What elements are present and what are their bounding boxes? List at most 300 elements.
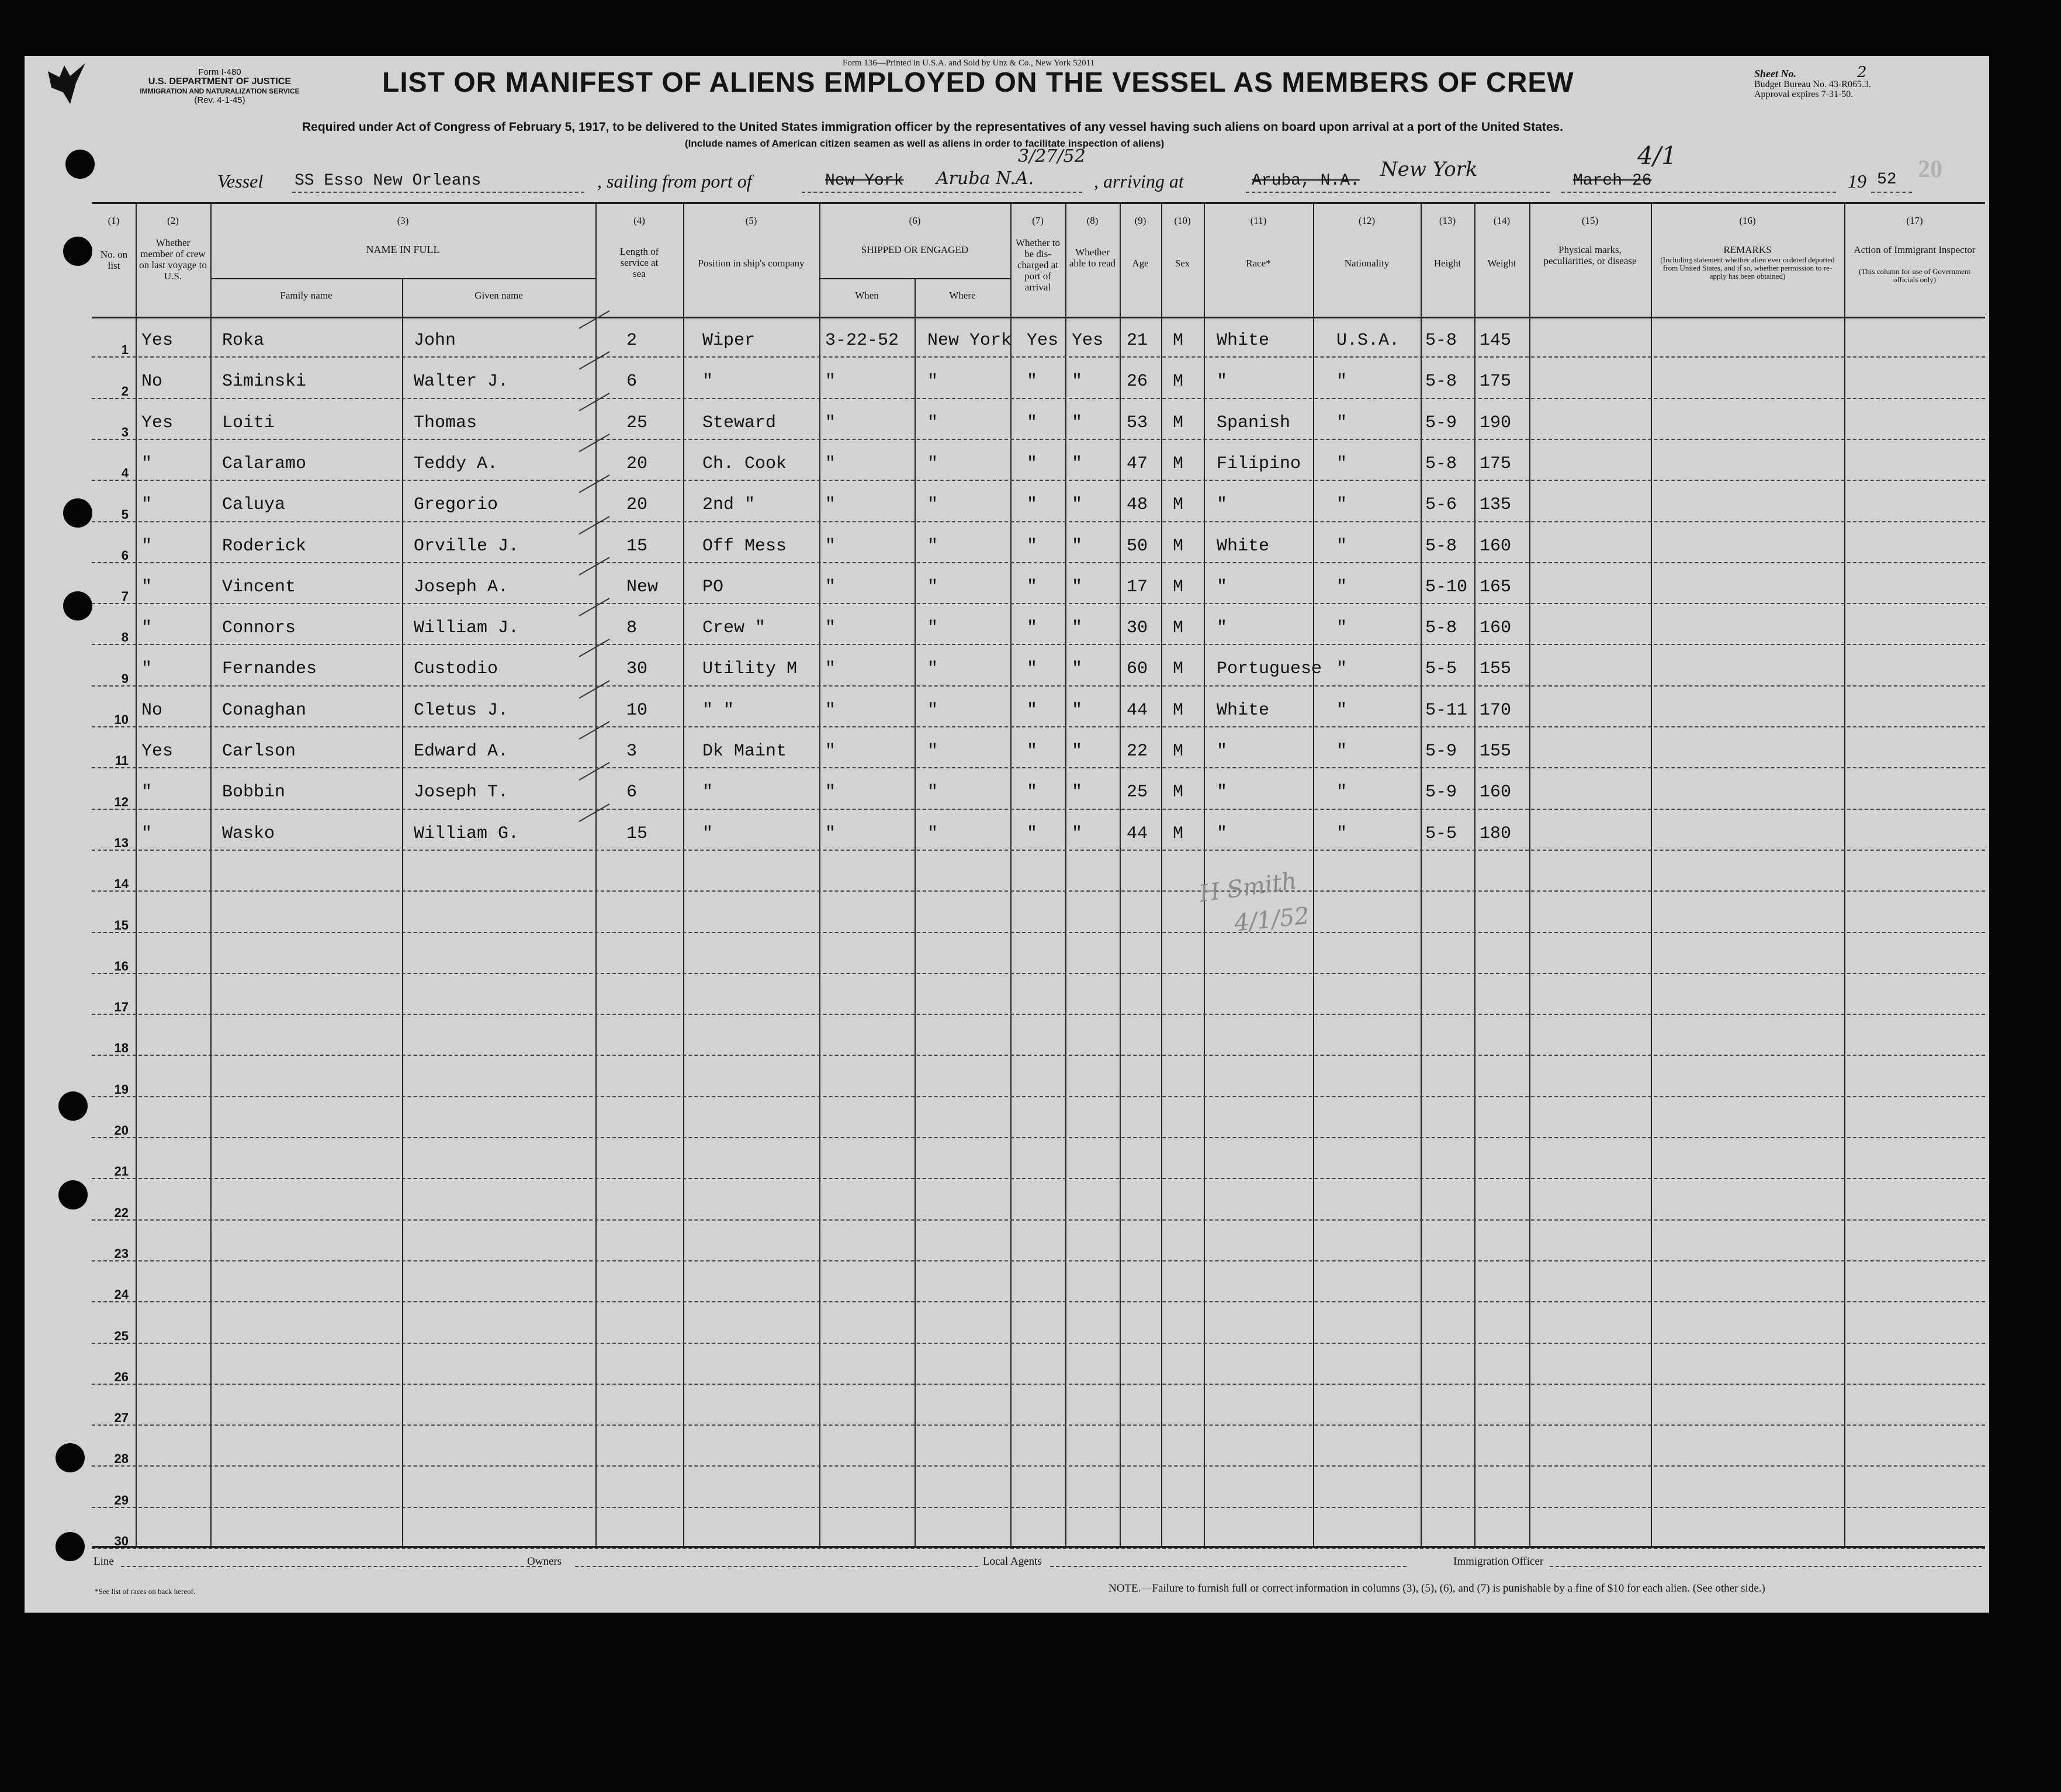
able-to-read-cell: ": [1072, 413, 1083, 433]
given-name-cell: Cletus J.: [414, 700, 509, 720]
family-name-header: Family name: [280, 290, 332, 301]
discharged-cell: ": [1027, 577, 1038, 597]
row-rule: [92, 726, 1985, 727]
col8-number: (8): [1086, 215, 1099, 226]
binder-hole: [65, 150, 95, 179]
check-mark: [579, 721, 610, 740]
row-rule: [92, 521, 1985, 522]
col8-header: Whether able to read: [1069, 247, 1116, 269]
position-cell: Utility M: [702, 659, 798, 680]
col16-subheader: (Including statement whether alien ever ordered deported from United States, and if so, whether permission to re-apply has been obtained): [1660, 255, 1835, 280]
discharged-cell: ": [1027, 453, 1038, 474]
check-mark: [579, 680, 610, 699]
height-cell: 5-8: [1425, 372, 1457, 392]
line-number: 1: [121, 342, 129, 358]
line-number: 19: [114, 1082, 129, 1097]
sex-cell: M: [1173, 495, 1184, 515]
line-number: 26: [114, 1369, 129, 1384]
family-name-cell: Bobbin: [222, 782, 286, 803]
last-voyage-cell: ": [141, 453, 153, 474]
line-number: 16: [114, 958, 129, 973]
shipped-where-cell: ": [927, 782, 938, 803]
height-cell: 5-10: [1425, 577, 1468, 597]
last-voyage-cell: ": [141, 659, 153, 680]
shipped-when-cell: ": [825, 536, 836, 556]
age-cell: 44: [1127, 823, 1148, 844]
line-number: 28: [114, 1451, 129, 1467]
family-name-cell: Carlson: [222, 741, 296, 761]
line-number: 9: [121, 671, 129, 686]
line-number: 11: [115, 753, 129, 768]
form-subtitle: Required under Act of Congress of February 5, 1917, to be delivered to the United States immigration officer by the representatives of any vessel having such aliens on board upon arrival at a port of the United States.: [302, 120, 1564, 134]
service-length-cell: 8: [626, 618, 638, 639]
line-number: 12: [114, 794, 129, 809]
family-name-cell: Siminski: [222, 372, 307, 392]
service-length-cell: 10: [626, 700, 648, 720]
height-cell: 5-6: [1425, 495, 1457, 515]
row-rule: [92, 1055, 1985, 1056]
row-rule: [92, 356, 1985, 358]
family-name-cell: Roka: [222, 331, 265, 351]
row-rule: [92, 398, 1985, 399]
shipped-when-cell: ": [825, 453, 836, 474]
shipped-where-cell: ": [927, 413, 938, 433]
weight-cell: 175: [1480, 372, 1512, 392]
line-number: 13: [114, 835, 129, 850]
shipped-when-cell: ": [825, 495, 836, 515]
shipped-when-cell: ": [825, 700, 836, 720]
shipped-where-cell: ": [927, 618, 938, 639]
family-name-cell: Caluya: [222, 495, 286, 515]
discharged-cell: ": [1027, 741, 1038, 761]
sex-cell: M: [1173, 577, 1184, 597]
able-to-read-cell: ": [1072, 618, 1083, 639]
col6-header: SHIPPED OR ENGAGED: [861, 244, 969, 255]
weight-cell: 160: [1480, 782, 1512, 803]
height-cell: 5-11: [1425, 700, 1468, 720]
row-rule: [92, 1014, 1985, 1015]
col11-header: Race*: [1246, 258, 1271, 269]
shipped-where-cell: ": [927, 741, 938, 761]
line-number: 15: [114, 917, 129, 933]
nationality-cell: ": [1336, 782, 1348, 803]
line-number: 6: [121, 547, 129, 563]
able-to-read-cell: ": [1072, 700, 1083, 720]
sex-cell: M: [1173, 413, 1184, 433]
binder-hole: [58, 1180, 88, 1209]
nationality-cell: ": [1336, 823, 1348, 844]
race-cell: ": [1217, 823, 1228, 844]
weight-cell: 160: [1480, 618, 1512, 639]
given-name-cell: Orville J.: [414, 536, 519, 556]
service-length-cell: 15: [626, 823, 648, 844]
height-cell: 5-8: [1425, 331, 1457, 351]
line-number: 23: [114, 1246, 129, 1261]
given-name-cell: Walter J.: [414, 372, 509, 392]
position-cell: Ch. Cook: [702, 453, 787, 474]
row-rule: [92, 1178, 1985, 1179]
discharged-cell: ": [1027, 782, 1038, 803]
weight-cell: 165: [1480, 577, 1512, 597]
line-number: 27: [114, 1410, 129, 1426]
line-number: 24: [114, 1287, 129, 1302]
nationality-cell: ": [1336, 741, 1348, 761]
stamp-number: 20: [1918, 156, 1942, 183]
col7-number: (7): [1032, 215, 1044, 226]
footer-note: Failure to furnish full or correct information in columns (3), (5), (6), and (7) is punishable by a fine of $10 for each alien. (See other side.): [1152, 1582, 1765, 1595]
family-name-cell: Vincent: [222, 577, 296, 597]
vessel-label: Vessel: [217, 171, 264, 192]
footer-agents-label: Local Agents: [983, 1555, 1042, 1568]
discharged-cell: ": [1027, 659, 1038, 680]
row-rule: [92, 1260, 1985, 1261]
budget-bureau: Budget Bureau No. 43-R065.3.: [1754, 79, 1871, 89]
shipped-when-cell: ": [825, 577, 836, 597]
weight-cell: 155: [1480, 741, 1512, 761]
binder-hole: [56, 1532, 85, 1561]
shipped-when-cell: ": [825, 413, 836, 433]
able-to-read-cell: ": [1072, 453, 1083, 474]
check-mark: [579, 803, 610, 822]
arrival-port-handwritten: New York: [1380, 158, 1478, 181]
line-number: 2: [121, 383, 129, 398]
form-revision: (Rev. 4-1-45): [194, 95, 245, 105]
check-mark: [579, 310, 610, 329]
col4-header: Length of service at sea: [619, 246, 659, 279]
row-rule: [92, 1343, 1985, 1344]
line-number: 25: [114, 1328, 129, 1343]
departure-port-handwritten: Aruba N.A.: [936, 168, 1034, 189]
row-rule: [92, 767, 1985, 768]
able-to-read-cell: ": [1072, 659, 1083, 680]
weight-cell: 190: [1480, 413, 1512, 433]
age-cell: 30: [1127, 618, 1148, 639]
sex-cell: M: [1173, 331, 1184, 351]
able-to-read-cell: ": [1072, 577, 1083, 597]
last-voyage-cell: ": [141, 577, 153, 597]
row-rule: [92, 1219, 1985, 1221]
line-number: 21: [114, 1164, 129, 1179]
col13-number: (13): [1439, 215, 1456, 226]
given-name-cell: William G.: [414, 823, 519, 844]
agency: U.S. DEPARTMENT OF JUSTICE: [148, 77, 292, 86]
line-number: 7: [121, 589, 129, 604]
line-number: 10: [114, 712, 129, 727]
check-mark: [579, 639, 610, 658]
position-cell: Off Mess: [702, 536, 787, 556]
year-prefix: 19: [1848, 171, 1866, 192]
row-rule: [92, 1424, 1985, 1426]
inspector-initials: H Smith: [1197, 867, 1298, 908]
row-rule: [92, 1301, 1985, 1302]
height-cell: 5-9: [1425, 741, 1457, 761]
position-cell: ": [702, 782, 713, 803]
last-voyage-cell: Yes: [141, 413, 174, 433]
service-length-cell: 20: [626, 453, 648, 474]
height-cell: 5-9: [1425, 413, 1457, 433]
position-cell: 2nd ": [702, 495, 756, 515]
races-note: *See list of races on back hereof.: [95, 1587, 196, 1596]
given-name-cell: Joseph T.: [414, 782, 509, 803]
check-mark: [579, 516, 610, 535]
last-voyage-cell: Yes: [141, 331, 174, 351]
row-rule: [92, 439, 1985, 440]
col17-number: (17): [1906, 215, 1923, 226]
race-cell: ": [1217, 577, 1228, 597]
age-cell: 53: [1127, 413, 1148, 433]
service-length-cell: 15: [626, 536, 648, 556]
sheet-number: 2: [1857, 64, 1867, 81]
position-cell: Wiper: [702, 331, 756, 351]
service-length-cell: 30: [626, 659, 648, 680]
shipped-where-cell: New York: [927, 331, 1012, 351]
weight-cell: 175: [1480, 453, 1512, 474]
nationality-cell: ": [1336, 536, 1348, 556]
sex-cell: M: [1173, 372, 1184, 392]
age-cell: 48: [1127, 495, 1148, 515]
race-cell: Filipino: [1217, 453, 1301, 474]
line-number: 4: [121, 466, 129, 481]
shipped-where-cell: ": [927, 700, 938, 720]
position-cell: Steward: [702, 413, 777, 433]
col3-number: (3): [397, 215, 409, 226]
age-cell: 60: [1127, 659, 1148, 680]
line-number: 30: [114, 1534, 129, 1548]
line-number: 18: [114, 1041, 129, 1056]
race-cell: Portuguese: [1217, 659, 1322, 680]
age-cell: 26: [1127, 372, 1148, 392]
row-rule: [92, 890, 1985, 892]
shipped-when-cell: 3-22-52: [825, 331, 899, 351]
age-cell: 17: [1127, 577, 1148, 597]
approval-expiry: Approval expires 7-31-50.: [1754, 89, 1854, 99]
family-name-cell: Wasko: [222, 823, 275, 844]
col9-number: (9): [1134, 215, 1146, 226]
last-voyage-cell: ": [141, 782, 153, 803]
position-cell: PO: [702, 577, 724, 597]
row-rule: [92, 1137, 1985, 1138]
shipped-where-cell: ": [927, 372, 938, 392]
height-cell: 5-5: [1425, 659, 1457, 680]
service-length-cell: 6: [626, 782, 638, 803]
nationality-cell: ": [1336, 495, 1348, 515]
height-cell: 5-9: [1425, 782, 1457, 803]
position-cell: " ": [702, 700, 735, 720]
col2-header: Whether member of crew on last voyage to U.S.: [139, 237, 207, 282]
form-note: (Include names of American citizen seamen as well as aliens in order to facilitate inspection of aliens): [685, 138, 1165, 149]
binder-hole: [58, 1091, 88, 1121]
age-cell: 44: [1127, 700, 1148, 720]
col1-number: (1): [108, 215, 120, 226]
footer-note-label: NOTE.—: [1109, 1582, 1152, 1595]
weight-cell: 180: [1480, 823, 1512, 844]
col17-subheader: (This column for use of Government officials only): [1859, 267, 1970, 284]
check-mark: [579, 434, 610, 452]
arriving-label: , arriving at: [1094, 171, 1184, 192]
family-name-cell: Connors: [222, 618, 296, 639]
shipped-where-cell: ": [927, 823, 938, 844]
vessel-name: SS Esso New Orleans: [295, 172, 482, 190]
shipped-when-header: When: [855, 290, 879, 301]
sheet-label: Sheet No.: [1754, 68, 1796, 79]
check-mark: [579, 474, 610, 493]
family-name-cell: Calaramo: [222, 453, 307, 474]
col14-number: (14): [1493, 215, 1511, 226]
row-rule: [92, 1384, 1985, 1385]
service: IMMIGRATION AND NATURALIZATION SERVICE: [140, 87, 300, 95]
binder-hole: [63, 591, 92, 621]
footer-officer-label: Immigration Officer: [1453, 1555, 1544, 1568]
race-cell: ": [1217, 741, 1228, 761]
row-rule: [92, 1465, 1985, 1467]
col2-number: (2): [167, 215, 179, 226]
shipped-where-cell: ": [927, 577, 938, 597]
form-number: Form I-480: [198, 67, 241, 77]
col15-number: (15): [1581, 215, 1599, 226]
service-length-cell: 2: [626, 331, 638, 351]
able-to-read-cell: ": [1072, 372, 1083, 392]
binder-hole: [63, 237, 92, 266]
col7-header: Whether to be dis-charged at port of arrival: [1016, 237, 1060, 293]
sex-cell: M: [1173, 741, 1184, 761]
discharged-cell: ": [1027, 700, 1038, 720]
age-cell: 21: [1127, 331, 1148, 351]
family-name-cell: Conaghan: [222, 700, 307, 720]
check-mark: [579, 557, 610, 576]
check-mark: [579, 598, 610, 616]
nationality-cell: ": [1336, 700, 1348, 720]
arrival-port-struck: Aruba, N.A.: [1252, 172, 1360, 190]
shipped-when-cell: ": [825, 618, 836, 639]
col16-header: REMARKS: [1723, 244, 1772, 255]
weight-cell: 135: [1480, 495, 1512, 515]
race-cell: Spanish: [1217, 413, 1291, 433]
row-rule: [92, 1548, 1985, 1549]
col12-header: Nationality: [1344, 258, 1390, 269]
discharged-cell: ": [1027, 372, 1038, 392]
last-voyage-cell: ": [141, 823, 153, 844]
col5-number: (5): [745, 215, 757, 226]
col10-number: (10): [1174, 215, 1191, 226]
hand-note-date: 4/1: [1637, 141, 1677, 170]
shipped-when-cell: ": [825, 659, 836, 680]
nationality-cell: ": [1336, 618, 1348, 639]
family-name-cell: Fernandes: [222, 659, 317, 680]
row-rule: [92, 480, 1985, 481]
nationality-cell: ": [1336, 577, 1348, 597]
discharged-cell: ": [1027, 413, 1038, 433]
sex-cell: M: [1173, 823, 1184, 844]
col16-number: (16): [1739, 215, 1756, 226]
able-to-read-cell: ": [1072, 741, 1083, 761]
check-mark: [579, 393, 610, 411]
printer-line: Form 136—Printed in U.S.A. and Sold by Unz & Co., New York 52011: [843, 58, 1095, 68]
position-cell: ": [702, 823, 713, 844]
height-cell: 5-8: [1425, 536, 1457, 556]
manifest-sheet: [25, 56, 1989, 1613]
row-rule: [92, 932, 1985, 933]
row-rule: [92, 850, 1985, 851]
race-cell: ": [1217, 372, 1228, 392]
col9-header: Age: [1132, 258, 1149, 269]
last-voyage-cell: No: [141, 700, 163, 720]
age-cell: 25: [1127, 782, 1148, 803]
service-length-cell: 25: [626, 413, 648, 433]
last-voyage-cell: ": [141, 618, 153, 639]
family-name-cell: Roderick: [222, 536, 307, 556]
line-number: 20: [114, 1123, 129, 1138]
row-rule: [92, 603, 1985, 604]
col10-header: Sex: [1175, 258, 1190, 269]
year: 52: [1877, 171, 1897, 189]
given-name-cell: Joseph A.: [414, 577, 509, 597]
family-name-cell: Loiti: [222, 413, 275, 433]
shipped-when-cell: ": [825, 741, 836, 761]
row-rule: [92, 1507, 1985, 1508]
check-mark: [579, 762, 610, 781]
col14-header: Weight: [1487, 258, 1516, 269]
sex-cell: M: [1173, 536, 1184, 556]
shipped-when-cell: ": [825, 372, 836, 392]
sex-cell: M: [1173, 700, 1184, 720]
given-name-cell: Teddy A.: [414, 453, 498, 474]
nationality-cell: U.S.A.: [1336, 331, 1400, 351]
col15-header: Physical marks, peculiarities, or disease: [1543, 244, 1637, 266]
given-name-cell: William J.: [414, 618, 519, 639]
inspector-date: 4/1/52: [1232, 902, 1311, 937]
line-number: 17: [114, 1000, 129, 1015]
age-cell: 22: [1127, 741, 1148, 761]
last-voyage-cell: Yes: [141, 741, 174, 761]
given-name-cell: Thomas: [414, 413, 477, 433]
row-rule: [92, 685, 1985, 687]
row-rule: [92, 973, 1985, 974]
shipped-where-cell: ": [927, 453, 938, 474]
line-number: 22: [114, 1205, 129, 1220]
height-cell: 5-8: [1425, 618, 1457, 639]
nationality-cell: ": [1336, 372, 1348, 392]
able-to-read-cell: ": [1072, 495, 1083, 515]
given-name-cell: Edward A.: [414, 741, 509, 761]
race-cell: White: [1217, 536, 1270, 556]
nationality-cell: ": [1336, 453, 1348, 474]
col12-number: (12): [1358, 215, 1376, 226]
footer-line-label: Line: [93, 1555, 114, 1568]
age-cell: 47: [1127, 453, 1148, 474]
position-cell: ": [702, 372, 713, 392]
sailing-label: , sailing from port of: [597, 171, 752, 192]
last-voyage-cell: ": [141, 536, 153, 556]
age-cell: 50: [1127, 536, 1148, 556]
doj-eagle-logo: [47, 60, 88, 106]
given-name-cell: Custodio: [414, 659, 498, 680]
discharged-cell: ": [1027, 495, 1038, 515]
position-cell: Crew ": [702, 618, 766, 639]
footer-owners-label: Owners: [527, 1555, 562, 1568]
col4-number: (4): [633, 215, 645, 226]
service-length-cell: 20: [626, 495, 648, 515]
col17-header: Action of Immigrant Inspector: [1854, 244, 1976, 255]
shipped-where-header: Where: [949, 290, 976, 301]
col11-number: (11): [1250, 215, 1267, 226]
line-number: 14: [114, 876, 129, 892]
race-cell: ": [1217, 782, 1228, 803]
discharged-cell: ": [1027, 823, 1038, 844]
given-name-header: Given name: [474, 290, 523, 301]
binder-hole: [63, 498, 92, 528]
line-number: 3: [121, 424, 129, 439]
sex-cell: M: [1173, 782, 1184, 803]
